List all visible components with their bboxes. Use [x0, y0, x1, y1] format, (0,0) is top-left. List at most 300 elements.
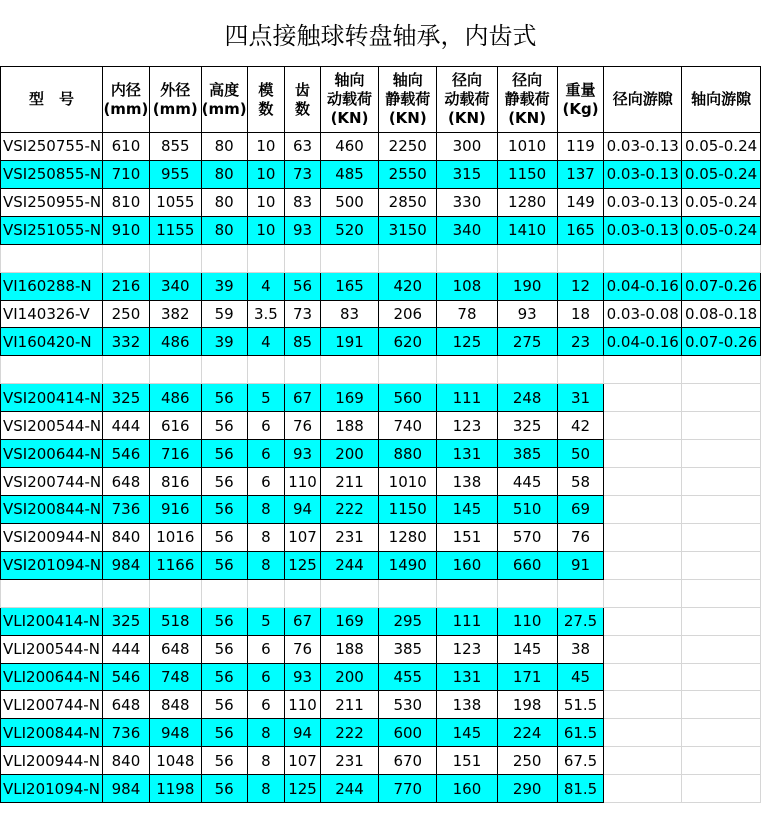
column-header: 模 数 [247, 67, 285, 133]
empty-cell [682, 635, 761, 663]
value-cell: 485 [320, 160, 378, 188]
value-cell: 8 [247, 495, 285, 523]
empty-cell [604, 412, 682, 440]
value-cell: 6 [247, 691, 285, 719]
model-cell: VSI200644-N [1, 440, 103, 468]
empty-cell [682, 412, 761, 440]
value-cell: 10 [247, 188, 285, 216]
value-cell: 546 [102, 663, 149, 691]
value-cell: 0.04-0.16 [604, 272, 682, 300]
value-cell: 110 [497, 607, 557, 635]
value-cell: 520 [320, 216, 378, 244]
model-cell: VLI200744-N [1, 691, 103, 719]
empty-cell [497, 244, 557, 272]
value-cell: 145 [497, 635, 557, 663]
value-cell: 5 [247, 607, 285, 635]
empty-cell [102, 356, 149, 384]
value-cell: 332 [102, 328, 149, 356]
value-cell: 107 [285, 523, 321, 551]
value-cell: 855 [149, 133, 201, 161]
value-cell: 6 [247, 663, 285, 691]
value-cell: 125 [285, 775, 321, 803]
column-header: 轴向 静载荷 (KN) [379, 67, 437, 133]
model-cell: VLI200414-N [1, 607, 103, 635]
model-cell: VSI250755-N [1, 133, 103, 161]
table-row [1, 300, 761, 328]
value-cell: 546 [102, 440, 149, 468]
value-cell: 0.05-0.24 [682, 160, 761, 188]
value-cell: 0.08-0.18 [682, 300, 761, 328]
column-header: 重量 (Kg) [557, 67, 604, 133]
value-cell: 1055 [149, 188, 201, 216]
column-header: 径向 静载荷 (KN) [497, 67, 557, 133]
empty-cell [682, 495, 761, 523]
value-cell: 420 [379, 272, 437, 300]
value-cell: 1150 [497, 160, 557, 188]
value-cell: 648 [102, 691, 149, 719]
value-cell: 250 [497, 747, 557, 775]
value-cell: 56 [201, 440, 247, 468]
value-cell: 244 [320, 551, 378, 579]
table-row [1, 440, 761, 468]
value-cell: 6 [247, 412, 285, 440]
column-header: 外径 (mm) [149, 67, 201, 133]
model-cell: VI160420-N [1, 328, 103, 356]
model-cell: VLI201094-N [1, 775, 103, 803]
table-row [1, 328, 761, 356]
value-cell: 0.07-0.26 [682, 272, 761, 300]
value-cell: 610 [102, 133, 149, 161]
empty-cell [437, 356, 497, 384]
value-cell: 39 [201, 272, 247, 300]
value-cell: 510 [497, 495, 557, 523]
value-cell: 83 [320, 300, 378, 328]
value-cell: 816 [149, 468, 201, 496]
table-row [1, 663, 761, 691]
value-cell: 445 [497, 468, 557, 496]
value-cell: 56 [201, 523, 247, 551]
model-cell: VSI200944-N [1, 523, 103, 551]
table-row [1, 607, 761, 635]
table-row [1, 551, 761, 579]
value-cell: 56 [201, 719, 247, 747]
value-cell: 455 [379, 663, 437, 691]
value-cell: 616 [149, 412, 201, 440]
empty-cell [247, 356, 285, 384]
table-row [1, 216, 761, 244]
model-cell: VI160288-N [1, 272, 103, 300]
table-row [1, 133, 761, 161]
value-cell: 169 [320, 384, 378, 412]
column-header: 径向游隙 [604, 67, 682, 133]
value-cell: 486 [149, 384, 201, 412]
value-cell: 0.07-0.26 [682, 328, 761, 356]
value-cell: 45 [557, 663, 604, 691]
value-cell: 382 [149, 300, 201, 328]
empty-cell [285, 579, 321, 607]
empty-cell [604, 607, 682, 635]
value-cell: 340 [437, 216, 497, 244]
model-cell: VSI200414-N [1, 384, 103, 412]
value-cell: 80 [201, 160, 247, 188]
empty-cell [320, 244, 378, 272]
value-cell: 1490 [379, 551, 437, 579]
value-cell: 56 [201, 747, 247, 775]
model-cell: VLI200944-N [1, 747, 103, 775]
value-cell: 1010 [379, 468, 437, 496]
value-cell: 160 [437, 775, 497, 803]
empty-cell [604, 551, 682, 579]
value-cell: 948 [149, 719, 201, 747]
empty-cell [604, 579, 682, 607]
model-cell: VSI251055-N [1, 216, 103, 244]
value-cell: 188 [320, 412, 378, 440]
value-cell: 444 [102, 635, 149, 663]
value-cell: 736 [102, 495, 149, 523]
value-cell: 67 [285, 384, 321, 412]
value-cell: 620 [379, 328, 437, 356]
empty-cell [247, 244, 285, 272]
value-cell: 131 [437, 440, 497, 468]
value-cell: 138 [437, 691, 497, 719]
value-cell: 984 [102, 775, 149, 803]
value-cell: 69 [557, 495, 604, 523]
value-cell: 211 [320, 691, 378, 719]
value-cell: 83 [285, 188, 321, 216]
value-cell: 10 [247, 160, 285, 188]
table-row [1, 775, 761, 803]
table-row [1, 412, 761, 440]
value-cell: 111 [437, 384, 497, 412]
value-cell: 2250 [379, 133, 437, 161]
value-cell: 250 [102, 300, 149, 328]
empty-cell [557, 579, 604, 607]
value-cell: 110 [285, 468, 321, 496]
value-cell: 190 [497, 272, 557, 300]
table-row [1, 272, 761, 300]
value-cell: 111 [437, 607, 497, 635]
value-cell: 76 [557, 523, 604, 551]
value-cell: 325 [497, 412, 557, 440]
spacer-row [1, 579, 761, 607]
value-cell: 1166 [149, 551, 201, 579]
table-row [1, 719, 761, 747]
value-cell: 0.03-0.08 [604, 300, 682, 328]
value-cell: 56 [201, 663, 247, 691]
spacer-row [1, 244, 761, 272]
table-row [1, 160, 761, 188]
value-cell: 107 [285, 747, 321, 775]
value-cell: 198 [497, 691, 557, 719]
value-cell: 191 [320, 328, 378, 356]
value-cell: 27.5 [557, 607, 604, 635]
value-cell: 385 [379, 635, 437, 663]
value-cell: 10 [247, 133, 285, 161]
value-cell: 56 [201, 691, 247, 719]
value-cell: 56 [201, 412, 247, 440]
value-cell: 123 [437, 412, 497, 440]
empty-cell [437, 579, 497, 607]
table-row [1, 691, 761, 719]
empty-cell [604, 440, 682, 468]
value-cell: 740 [379, 412, 437, 440]
value-cell: 3.5 [247, 300, 285, 328]
value-cell: 1010 [497, 133, 557, 161]
value-cell: 1150 [379, 495, 437, 523]
model-cell: VSI201094-N [1, 551, 103, 579]
value-cell: 4 [247, 272, 285, 300]
value-cell: 200 [320, 440, 378, 468]
value-cell: 145 [437, 719, 497, 747]
value-cell: 4 [247, 328, 285, 356]
value-cell: 224 [497, 719, 557, 747]
value-cell: 648 [102, 468, 149, 496]
value-cell: 8 [247, 719, 285, 747]
empty-cell [682, 440, 761, 468]
value-cell: 1410 [497, 216, 557, 244]
value-cell: 222 [320, 495, 378, 523]
value-cell: 518 [149, 607, 201, 635]
value-cell: 67 [285, 607, 321, 635]
value-cell: 916 [149, 495, 201, 523]
empty-cell [682, 579, 761, 607]
empty-cell [102, 244, 149, 272]
empty-cell [1, 579, 103, 607]
value-cell: 295 [379, 607, 437, 635]
value-cell: 91 [557, 551, 604, 579]
column-header: 高度 (mm) [201, 67, 247, 133]
spacer-row [1, 356, 761, 384]
table-row [1, 523, 761, 551]
empty-cell [682, 551, 761, 579]
value-cell: 570 [497, 523, 557, 551]
value-cell: 56 [201, 495, 247, 523]
value-cell: 770 [379, 775, 437, 803]
value-cell: 93 [285, 440, 321, 468]
column-header: 径向 动载荷 (KN) [437, 67, 497, 133]
value-cell: 8 [247, 523, 285, 551]
value-cell: 660 [497, 551, 557, 579]
value-cell: 600 [379, 719, 437, 747]
value-cell: 1280 [379, 523, 437, 551]
value-cell: 93 [497, 300, 557, 328]
value-cell: 736 [102, 719, 149, 747]
value-cell: 3150 [379, 216, 437, 244]
value-cell: 137 [557, 160, 604, 188]
value-cell: 710 [102, 160, 149, 188]
empty-cell [604, 523, 682, 551]
value-cell: 149 [557, 188, 604, 216]
value-cell: 300 [437, 133, 497, 161]
value-cell: 325 [102, 607, 149, 635]
empty-cell [682, 356, 761, 384]
value-cell: 78 [437, 300, 497, 328]
value-cell: 94 [285, 495, 321, 523]
value-cell: 56 [201, 384, 247, 412]
value-cell: 0.05-0.24 [682, 133, 761, 161]
value-cell: 80 [201, 188, 247, 216]
value-cell: 61.5 [557, 719, 604, 747]
empty-cell [497, 579, 557, 607]
value-cell: 56 [201, 635, 247, 663]
value-cell: 123 [437, 635, 497, 663]
value-cell: 73 [285, 160, 321, 188]
value-cell: 31 [557, 384, 604, 412]
value-cell: 125 [437, 328, 497, 356]
value-cell: 151 [437, 523, 497, 551]
empty-cell [201, 579, 247, 607]
empty-cell [379, 244, 437, 272]
value-cell: 1198 [149, 775, 201, 803]
value-cell: 290 [497, 775, 557, 803]
value-cell: 560 [379, 384, 437, 412]
model-cell: VSI200744-N [1, 468, 103, 496]
page-title: 四点接触球转盘轴承，内齿式 [224, 21, 537, 50]
empty-cell [285, 356, 321, 384]
value-cell: 51.5 [557, 691, 604, 719]
empty-cell [102, 579, 149, 607]
value-cell: 716 [149, 440, 201, 468]
table-row [1, 635, 761, 663]
value-cell: 385 [497, 440, 557, 468]
empty-cell [379, 579, 437, 607]
empty-cell [604, 244, 682, 272]
value-cell: 670 [379, 747, 437, 775]
model-cell: VSI250855-N [1, 160, 103, 188]
empty-cell [1, 244, 103, 272]
value-cell: 2550 [379, 160, 437, 188]
value-cell: 38 [557, 635, 604, 663]
value-cell: 910 [102, 216, 149, 244]
value-cell: 80 [201, 133, 247, 161]
value-cell: 0.03-0.13 [604, 133, 682, 161]
value-cell: 325 [102, 384, 149, 412]
empty-cell [201, 244, 247, 272]
empty-cell [149, 356, 201, 384]
column-header: 齿 数 [285, 67, 321, 133]
value-cell: 94 [285, 719, 321, 747]
empty-cell [682, 775, 761, 803]
table-row [1, 495, 761, 523]
value-cell: 244 [320, 775, 378, 803]
empty-cell [682, 747, 761, 775]
empty-cell [320, 356, 378, 384]
model-cell: VSI200844-N [1, 495, 103, 523]
value-cell: 23 [557, 328, 604, 356]
value-cell: 5 [247, 384, 285, 412]
value-cell: 85 [285, 328, 321, 356]
value-cell: 1155 [149, 216, 201, 244]
model-cell: VSI200544-N [1, 412, 103, 440]
empty-cell [149, 244, 201, 272]
value-cell: 81.5 [557, 775, 604, 803]
empty-cell [201, 356, 247, 384]
value-cell: 2850 [379, 188, 437, 216]
value-cell: 151 [437, 747, 497, 775]
value-cell: 880 [379, 440, 437, 468]
value-cell: 0.03-0.13 [604, 188, 682, 216]
value-cell: 12 [557, 272, 604, 300]
empty-cell [604, 384, 682, 412]
empty-cell [604, 775, 682, 803]
empty-cell [285, 244, 321, 272]
value-cell: 200 [320, 663, 378, 691]
value-cell: 648 [149, 635, 201, 663]
empty-cell [604, 719, 682, 747]
value-cell: 80 [201, 216, 247, 244]
value-cell: 840 [102, 523, 149, 551]
value-cell: 169 [320, 607, 378, 635]
empty-cell [604, 747, 682, 775]
value-cell: 222 [320, 719, 378, 747]
value-cell: 0.05-0.24 [682, 216, 761, 244]
value-cell: 984 [102, 551, 149, 579]
model-cell: VSI250955-N [1, 188, 103, 216]
value-cell: 211 [320, 468, 378, 496]
value-cell: 810 [102, 188, 149, 216]
table-header-row [1, 67, 761, 133]
value-cell: 460 [320, 133, 378, 161]
value-cell: 188 [320, 635, 378, 663]
value-cell: 231 [320, 523, 378, 551]
empty-cell [604, 635, 682, 663]
value-cell: 67.5 [557, 747, 604, 775]
value-cell: 6 [247, 440, 285, 468]
empty-cell [682, 523, 761, 551]
empty-cell [379, 356, 437, 384]
value-cell: 165 [320, 272, 378, 300]
empty-cell [557, 356, 604, 384]
value-cell: 165 [557, 216, 604, 244]
column-header: 轴向 动载荷 (KN) [320, 67, 378, 133]
value-cell: 108 [437, 272, 497, 300]
empty-cell [557, 244, 604, 272]
value-cell: 0.03-0.13 [604, 160, 682, 188]
value-cell: 56 [201, 551, 247, 579]
empty-cell [604, 691, 682, 719]
value-cell: 93 [285, 216, 321, 244]
empty-cell [682, 384, 761, 412]
value-cell: 0.05-0.24 [682, 188, 761, 216]
value-cell: 6 [247, 468, 285, 496]
value-cell: 56 [201, 468, 247, 496]
value-cell: 18 [557, 300, 604, 328]
value-cell: 160 [437, 551, 497, 579]
value-cell: 6 [247, 635, 285, 663]
empty-cell [604, 663, 682, 691]
empty-cell [682, 244, 761, 272]
empty-cell [497, 356, 557, 384]
value-cell: 275 [497, 328, 557, 356]
value-cell: 1280 [497, 188, 557, 216]
value-cell: 39 [201, 328, 247, 356]
value-cell: 216 [102, 272, 149, 300]
value-cell: 131 [437, 663, 497, 691]
value-cell: 8 [247, 775, 285, 803]
value-cell: 748 [149, 663, 201, 691]
column-header: 内径 (mm) [102, 67, 149, 133]
column-header: 型 号 [1, 67, 103, 133]
value-cell: 58 [557, 468, 604, 496]
value-cell: 10 [247, 216, 285, 244]
model-cell: VLI200544-N [1, 635, 103, 663]
empty-cell [1, 356, 103, 384]
value-cell: 530 [379, 691, 437, 719]
value-cell: 93 [285, 663, 321, 691]
empty-cell [149, 579, 201, 607]
empty-cell [247, 579, 285, 607]
value-cell: 138 [437, 468, 497, 496]
